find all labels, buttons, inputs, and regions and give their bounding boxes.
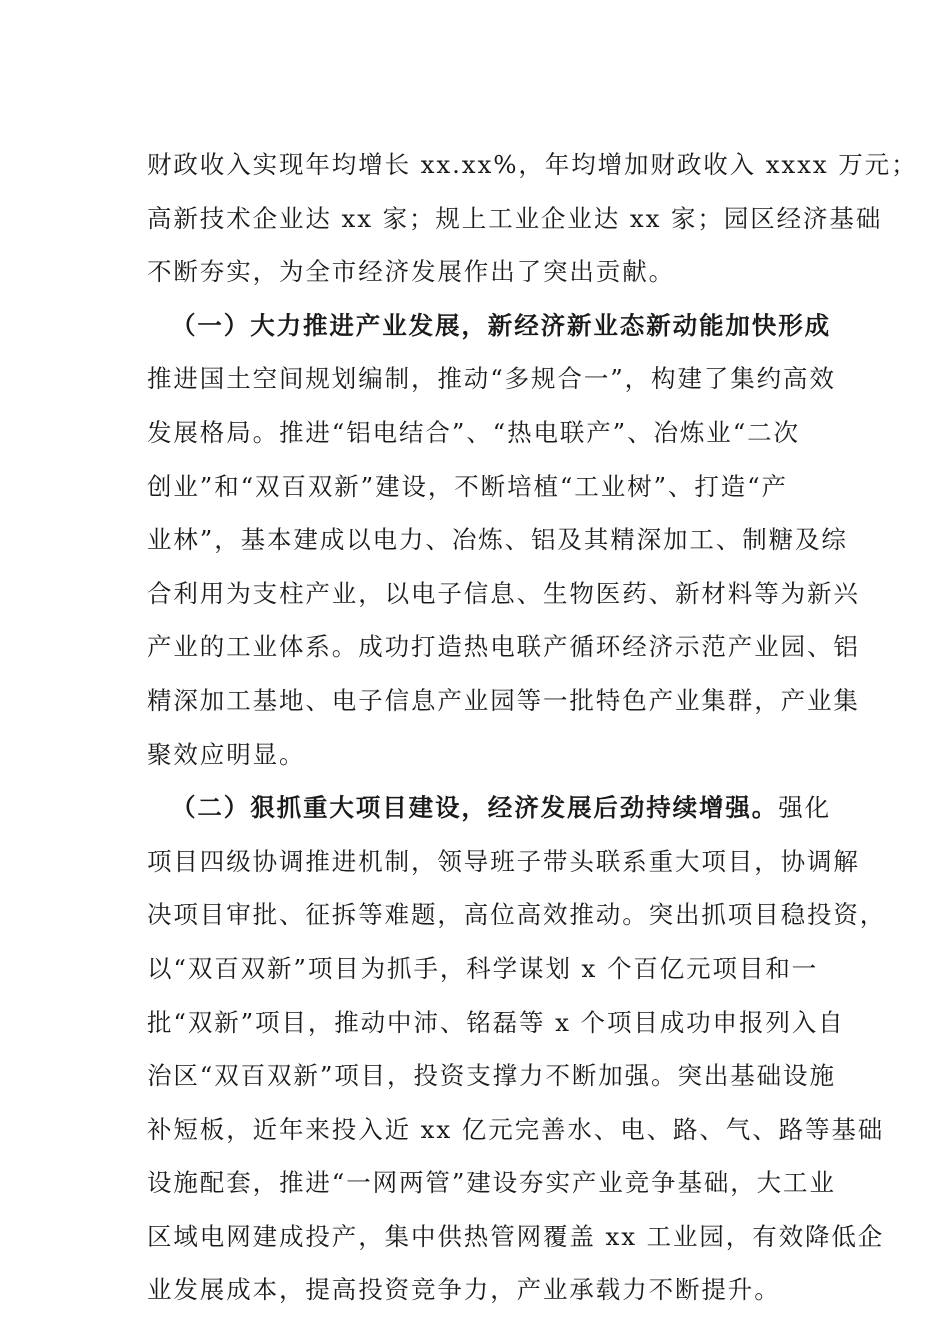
paragraph-line: 产业的工业体系。成功打造热电联产循环经济示范产业园、铝 [147,632,860,662]
paragraph-line: 精深加工基地、电子信息产业园等一批特色产业集群，产业集 [147,685,860,715]
paragraph-line: 高新技术企业达 xx 家；规上工业企业达 xx 家；园区经济基础 [147,203,883,233]
paragraph-line: 治区“双百双新”项目，投资支撑力不断加强。突出基础设施 [147,1061,836,1091]
paragraph-line: 合利用为支柱产业，以电子信息、生物医药、新材料等为新兴 [147,578,860,608]
section-heading-2-line [147,781,832,835]
paragraph-line: 业发展成本，提高投资竞争力，产业承载力不断提升。 [147,1275,781,1305]
paragraph-line: 业林”，基本建成以电力、冶炼、铝及其精深加工、制糖及综 [147,525,848,555]
section-heading-1: （一）大力推进产业发展，新经济新业态新动能加快形成 [171,310,831,340]
paragraph-line: 批“双新”项目，推动中沛、铭磊等 x 个项目成功申报列入自 [147,1007,845,1037]
paragraph-line: 财政收入实现年均增长 xx.xx%，年均增加财政收入 xxxx 万元； [147,150,918,179]
paragraph-line: 不断夯实，为全市经济发展作出了突出贡献。 [147,257,675,287]
paragraph-line: 推进国土空间规划编制，推动“多规合一”，构建了集约高效 [147,364,836,394]
section-heading-2-tail: 强化 [778,793,832,823]
paragraph-line: 补短板，近年来投入近 xx 亿元完善水、电、路、气、路等基础 [147,1114,885,1144]
paragraph-line: 聚效应明显。 [147,739,306,769]
paragraph-line: 设施配套，推进“一网两管”建设夯实产业竞争基础，大工业 [147,1168,836,1198]
paragraph-line: 项目四级协调推进机制，领导班子带头联系重大项目，协调解 [147,846,860,876]
paragraph-line: 决项目审批、征拆等难题，高位高效推动。突出抓项目稳投资， [147,900,887,930]
paragraph-line: 发展格局。推进“铝电结合”、“热电联产”、冶炼业“二次 [147,417,800,447]
paragraph-line: 区域电网建成投产，集中供热管网覆盖 xx 工业园，有效降低企 [147,1221,885,1251]
paragraph-line: 以“双百双新”项目为抓手，科学谋划 x 个百亿元项目和一 [147,953,819,983]
section-heading-2: （二）狠抓重大项目建设，经济发展后劲持续增强。 [171,793,779,823]
paragraph-line: 创业”和“双百双新”建设，不断培植“工业树”、打造“产 [147,471,788,501]
document-body [147,138,918,1317]
